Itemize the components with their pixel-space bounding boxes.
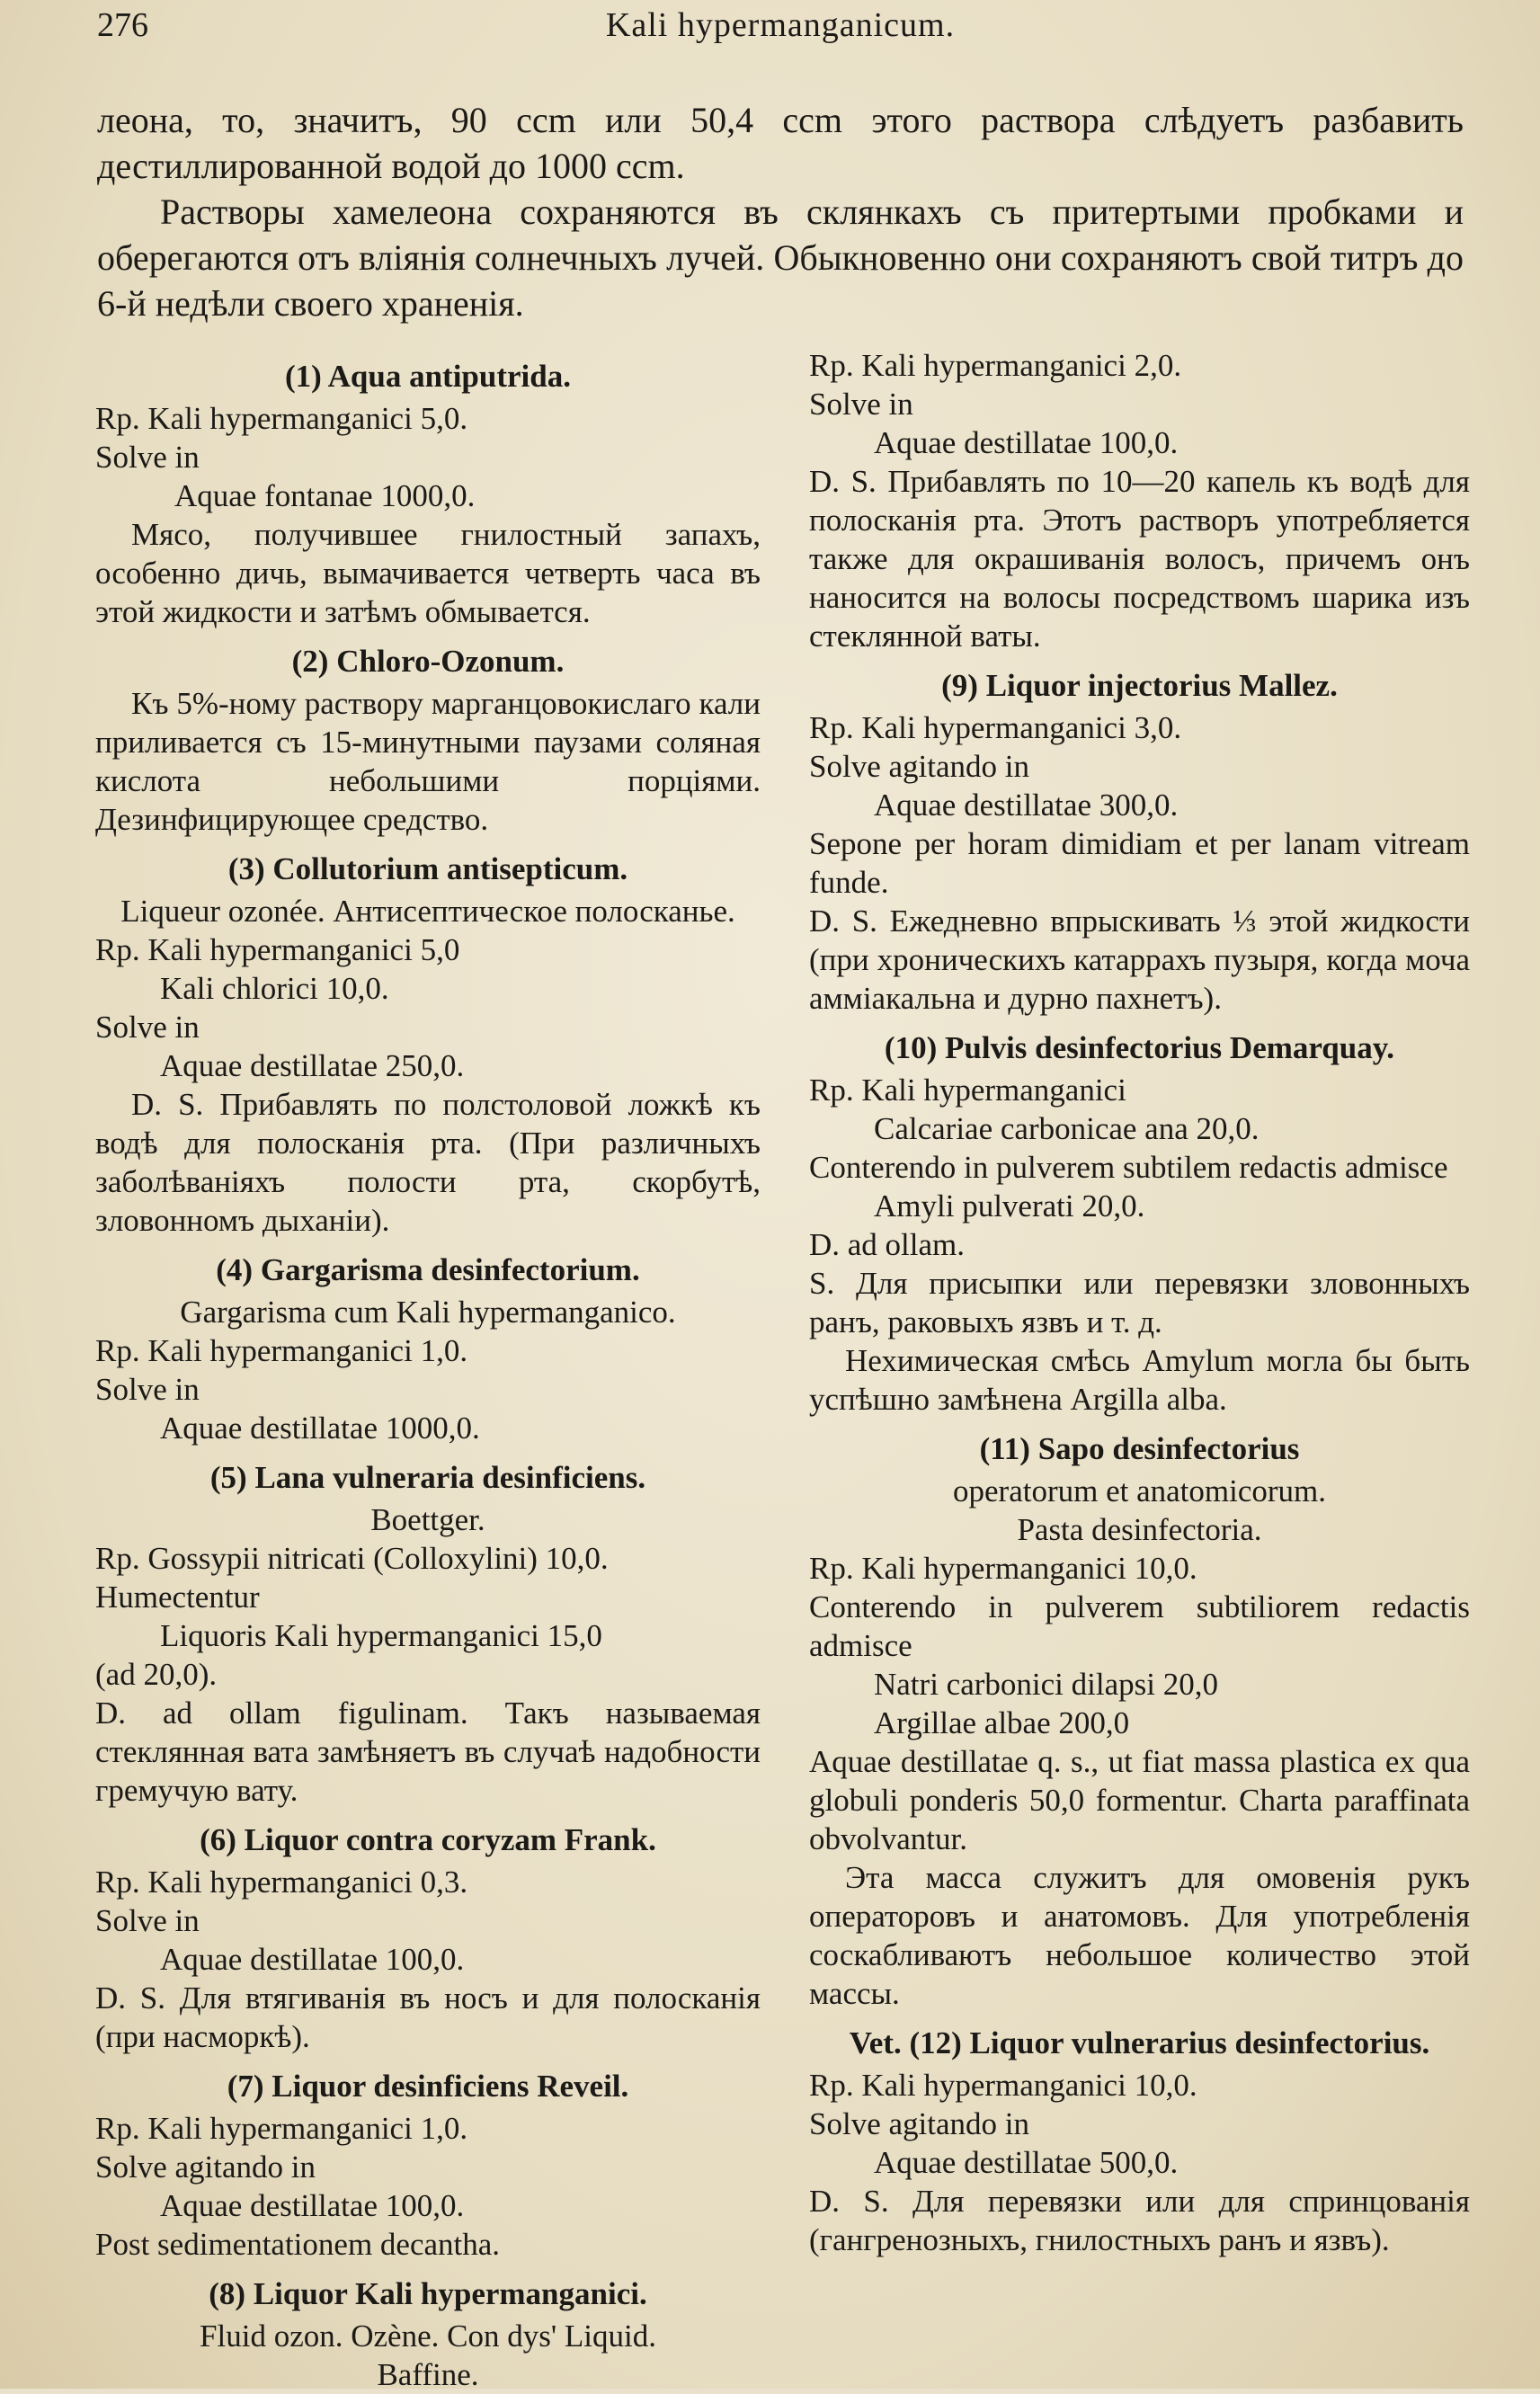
recipe-line: Rp. Kali hypermanganici 1,0. bbox=[95, 1333, 468, 1368]
recipe-heading-cont: operatorum et anatomicorum. bbox=[953, 1473, 1326, 1508]
recipe-line: Rp. Kali hypermanganici 0,3. bbox=[95, 1864, 468, 1900]
recipe-text: D. S. Прибавлять по 10—20 капель къ водѣ для полосканія рта. Этотъ растворъ употребляется также для окрашиванія волосъ, причемъ онъ наносится на волосы посредствомъ шарика изъ стеклянной ваты. bbox=[809, 464, 1470, 654]
recipe-text: D. ad ollam figulinam. Такъ называемая стеклянная вата замѣняетъ въ случаѣ надобности гремучую вату. bbox=[95, 1695, 761, 1808]
recipe-line: Calcariae carbonicae ana 20,0. bbox=[874, 1111, 1260, 1146]
recipe-synonym: Fluid ozon. Ozène. Con dys' Liquid. bbox=[200, 2318, 656, 2354]
recipe-text: Эта масса служитъ для омовенія рукъ операторовъ и анатомовъ. Для употребленія соскабливаютъ небольшое количество этой массы. bbox=[809, 1860, 1470, 2011]
recipe-line: Conterendo in pulverem subtiliorem redactis admisce bbox=[809, 1589, 1470, 1663]
recipe-line: Rp. Kali hypermanganici 10,0. bbox=[809, 2068, 1197, 2103]
recipe-line: Aquae destillatae 250,0. bbox=[160, 1048, 465, 1083]
recipe-heading: (10) Pulvis desinfectorius Demarquay. bbox=[884, 1030, 1395, 1065]
recipe-heading: (1) Aqua antiputrida. bbox=[285, 359, 571, 394]
recipe-line: (ad 20,0). bbox=[95, 1657, 218, 1692]
recipe-heading: (11) Sapo desinfectorius bbox=[979, 1431, 1300, 1466]
recipe-text: Нехимическая смѣсь Amylum могла бы быть успѣшно замѣнена Argilla alba. bbox=[809, 1343, 1470, 1417]
recipe-heading: (9) Liquor injectorius Mallez. bbox=[941, 668, 1338, 703]
recipe-heading: Vet. (12) Liquor vulnerarius desinfectorius. bbox=[849, 2025, 1430, 2060]
recipe-line: Solve in bbox=[95, 1903, 200, 1938]
recipe-line: Conterendo in pulverem subtilem redactis admisce bbox=[809, 1150, 1448, 1185]
recipe-line: Solve agitando in bbox=[809, 749, 1029, 784]
recipe-synonym: Baffine. bbox=[377, 2357, 479, 2392]
recipe-heading: (3) Collutorium antisepticum. bbox=[227, 851, 628, 886]
recipe-line: Aquae destillatae 300,0. bbox=[874, 788, 1179, 823]
recipe-line: Aquae destillatae 100,0. bbox=[160, 1942, 465, 1977]
recipe-line: Solve agitando in bbox=[809, 2106, 1029, 2141]
recipe-line: Solve in bbox=[95, 1372, 200, 1407]
recipe-line: Humectentur bbox=[95, 1580, 260, 1615]
recipe-line: Rp. Kali hypermanganici 2,0. bbox=[809, 348, 1182, 383]
recipe-line: Solve agitando in bbox=[95, 2149, 316, 2185]
recipe-text: D. S. Для втягиванія въ носъ и для полосканія (при насморкѣ). bbox=[95, 1980, 761, 2054]
recipe-line: Rp. Kali hypermanganici 5,0. bbox=[95, 401, 468, 436]
recipe-line: Rp. Kali hypermanganici 10,0. bbox=[809, 1551, 1197, 1586]
recipe-line: Natri carbonici dilapsi 20,0 bbox=[874, 1667, 1218, 1702]
recipe-synonym: Liqueur ozonée. Антисептическое полосканье. bbox=[120, 894, 735, 929]
recipe-line: Aquae fontanae 1000,0. bbox=[174, 478, 476, 513]
recipe-text: D. S. Прибавлять по полстоловой ложкѣ къ водѣ для полосканія рта. (При различныхъ заболѣваніяхъ полости рта, скорбутѣ, зловонномъ дыханіи). bbox=[95, 1087, 761, 1238]
recipe-text: D. S. Для перевязки или для спринцованія (гангренозныхъ, гнилостныхъ ранъ и язвъ). bbox=[809, 2184, 1470, 2257]
recipe-line: Aquae destillatae 100,0. bbox=[874, 425, 1179, 460]
recipe-heading: (4) Gargarisma desinfectorium. bbox=[216, 1252, 640, 1287]
recipe-line: Post sedimentationem decantha. bbox=[95, 2227, 501, 2262]
recipe-line: Rp. Kali hypermanganici 1,0. bbox=[95, 2111, 468, 2146]
recipe-text: D. S. Ежедневно впрыскивать ⅓ этой жидкости (при хроническихъ катаррахъ пузыря, когда моча амміакальна и дурно пахнетъ). bbox=[809, 903, 1470, 1016]
recipe-line: Rp. Kali hypermanganici 5,0 bbox=[95, 932, 460, 967]
recipe-line: Kali chlorici 10,0. bbox=[160, 971, 389, 1006]
intro-paragraph: леона, то, значитъ, 90 ccm или 50,4 ccm этого раствора слѣдуетъ разбавить дестиллированной водой до 1000 ccm. bbox=[97, 100, 1464, 186]
recipe-line: D. ad ollam. bbox=[809, 1227, 966, 1262]
recipe-line: Liquoris Kali hypermanganici 15,0 bbox=[160, 1618, 602, 1653]
recipe-text: Мясо, получившее гнилостный запахъ, особенно дичь, вымачивается четверть часа въ этой жидкости и затѣмъ обмывается. bbox=[95, 517, 761, 629]
page-number: 276 bbox=[97, 6, 148, 44]
recipe-heading: (7) Liquor desinficiens Reveil. bbox=[227, 2069, 629, 2104]
recipe-text: Aquae destillatae q. s., ut fiat massa plastica ex qua globuli ponderis 50,0 formentur. Charta paraffinata obvolvantur. bbox=[809, 1744, 1470, 1856]
recipe-line: Rp. Kali hypermanganici bbox=[809, 1072, 1126, 1108]
recipe-heading: (5) Lana vulneraria desinficiens. bbox=[209, 1460, 646, 1495]
recipe-author: Boettger. bbox=[370, 1502, 485, 1537]
running-head: Kali hypermanganicum. bbox=[605, 6, 956, 44]
recipe-line: Solve in bbox=[95, 440, 200, 475]
recipe-line: Solve in bbox=[95, 1010, 200, 1045]
recipe-line: Aquae destillatae 500,0. bbox=[874, 2145, 1179, 2180]
recipe-text: Къ 5%-ному раствору марганцовокислаго кали приливается съ 15-минутными паузами соляная кислота небольшими порціями. Дезинфицирующее средство. bbox=[95, 686, 761, 837]
recipe-synonym: Gargarisma cum Kali hypermanganico. bbox=[180, 1295, 676, 1330]
recipe-line: Amyli pulverati 20,0. bbox=[874, 1188, 1145, 1224]
recipe-text: S. Для присыпки или перевязки зловонныхъ ранъ, раковыхъ язвъ и т. д. bbox=[809, 1266, 1470, 1339]
left-column bbox=[95, 346, 761, 2394]
intro-text bbox=[97, 97, 1464, 326]
recipe-heading: (2) Chloro-Ozonum. bbox=[291, 644, 565, 679]
right-column bbox=[809, 346, 1470, 2259]
page-header bbox=[97, 5, 1464, 59]
recipe-line: Rp. Kali hypermanganici 3,0. bbox=[809, 710, 1182, 745]
recipe-line: Aquae destillatae 100,0. bbox=[160, 2188, 465, 2223]
recipe-line: Argillae albae 200,0 bbox=[874, 1705, 1130, 1740]
recipe-line: Rp. Gossypii nitricati (Colloxylini) 10,0. bbox=[95, 1541, 609, 1576]
recipe-line: Solve in bbox=[809, 387, 913, 422]
recipe-heading: (6) Liquor contra coryzam Frank. bbox=[200, 1822, 656, 1857]
recipe-text: Sepone per horam dimidiam et per lanam vitream funde. bbox=[809, 826, 1470, 900]
recipe-line: Aquae destillatae 1000,0. bbox=[160, 1411, 480, 1446]
intro-paragraph: Растворы хамелеона сохраняются въ склянкахъ съ притертыми пробками и оберегаются отъ вліянія солнечныхъ лучей. Обыкновенно они сохраняютъ свой титръ до 6-й недѣли своего храненія. bbox=[97, 191, 1464, 324]
recipe-heading: (8) Liquor Kali hypermanganici. bbox=[209, 2276, 647, 2311]
recipe-synonym: Pasta desinfectoria. bbox=[1017, 1512, 1262, 1547]
